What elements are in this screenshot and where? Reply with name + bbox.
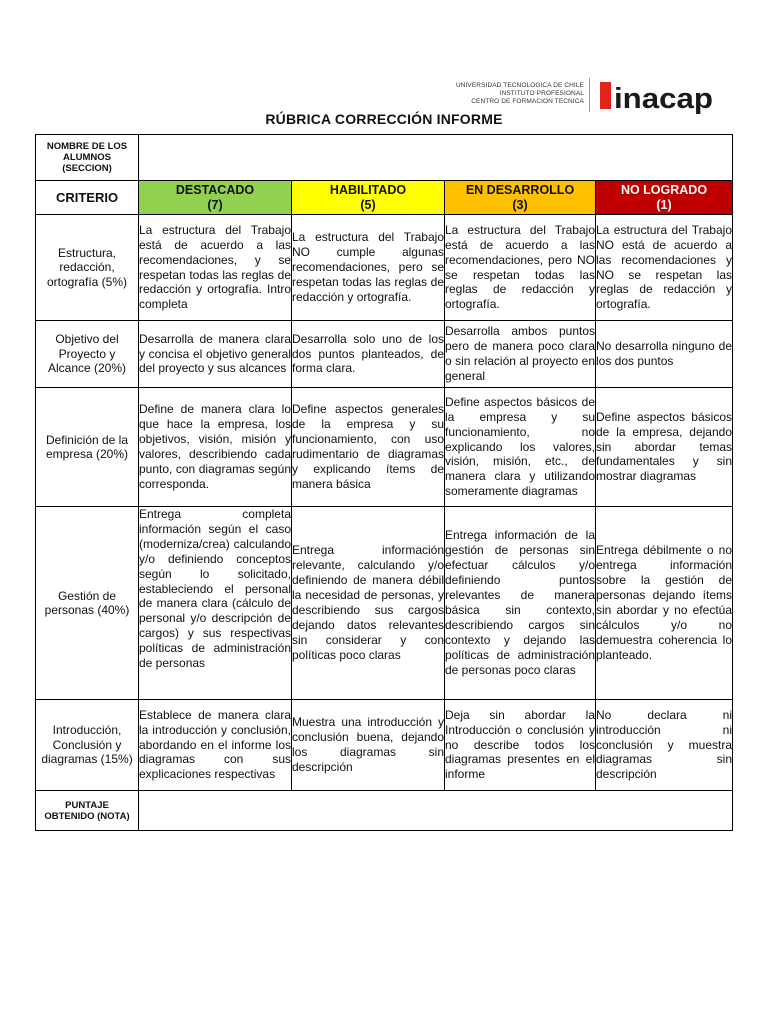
- rubric-cell: La estructura del Trabajo NO cumple algunas recomendaciones, pero se respetan todas las reglas de redacción y ortografía.: [292, 215, 445, 321]
- rubric-cell: Entrega completa información según el caso (moderniza/crea) calculando y/o definiendo conceptos según lo solicitado, estableciendo el personal de manera clara (cálculo de personal y/o descripción de cargos) y sus respectivas políticas de administración de personas: [139, 507, 292, 700]
- criterion-label: Gestión de personas (40%): [36, 507, 139, 700]
- level-header-en-desarrollo: [445, 181, 596, 215]
- institution-line: INSTITUTO PROFESIONAL: [499, 90, 584, 97]
- institution-line: CENTRO DE FORMACION TECNICA: [471, 98, 584, 105]
- student-name-cell[interactable]: [139, 135, 733, 181]
- criterion-row: [36, 215, 733, 321]
- rubric-cell: Define de manera clara lo que hace la empresa, los objetivos, visión, misión y valores, describiendo cada punto, con diagramas según corresponda.: [139, 388, 292, 507]
- rubric-cell: Muestra una introducción y conclusión buena, dejando los diagramas sin descripción: [292, 700, 445, 791]
- level-name: HABILITADO: [329, 182, 407, 197]
- level-name: EN DESARROLLO: [465, 182, 575, 197]
- criterion-label: Estructura, redacción, ortografía (5%): [36, 215, 139, 321]
- rubric-cell: La estructura del Trabajo está de acuerdo a las recomendaciones, pero NO se respetan todas las reglas de redacción y ortografía.: [445, 215, 596, 321]
- rubric-cell: Establece de manera clara la introducción y conclusión, abordando en el informe los diagramas con sus explicaciones respectivas: [139, 700, 292, 791]
- level-name: DESTACADO: [175, 182, 255, 197]
- rubric-cell: Define aspectos básicos de la empresa, dejando sin abordar temas fundamentales y sin mostrar diagramas: [596, 388, 733, 507]
- student-label: NOMBRE DE LOS ALUMNOS (SECCION): [36, 135, 139, 181]
- level-points: (1): [656, 197, 672, 212]
- level-header-no-logrado: [596, 181, 733, 215]
- level-points: (7): [207, 197, 223, 212]
- student-row: [36, 135, 733, 181]
- score-row: [36, 791, 733, 831]
- levels-header-row: [36, 181, 733, 215]
- rubric-cell: Define aspectos básicos de la empresa y su funcionamiento, no explicando los valores, visión, misión, etc., de manera clara y utilizando someramente diagramas: [445, 388, 596, 507]
- score-cell[interactable]: [139, 791, 733, 831]
- rubric-cell: La estructura del Trabajo NO está de acuerdo a las recomendaciones y NO se respetan las reglas de redacción y ortografía.: [596, 215, 733, 321]
- level-points: (3): [512, 197, 528, 212]
- criterion-label: Objetivo del Proyecto y Alcance (20%): [36, 321, 139, 388]
- logo-mark: [600, 82, 611, 109]
- level-points: (5): [360, 197, 376, 212]
- rubric-cell: Deja sin abordar la Introducción o conclusión y no describe todos los diagramas presentes en el informe: [445, 700, 596, 791]
- level-name: NO LOGRADO: [620, 182, 708, 197]
- rubric-cell: No declara ni introducción ni conclusión y muestra diagramas sin descripción: [596, 700, 733, 791]
- level-header-habilitado: [292, 181, 445, 215]
- score-label: PUNTAJE OBTENIDO (NOTA): [36, 791, 139, 831]
- rubric-cell: Entrega débilmente o no entrega información sobre la gestión de personas dejando ítems sin abordar y no efectúa cálculos y/o no demuestra coherencia lo planteado.: [596, 507, 733, 700]
- inacap-logo: [598, 77, 716, 115]
- criterion-label: Definición de la empresa (20%): [36, 388, 139, 507]
- rubric-cell: Desarrolla de manera clara y concisa el objetivo general del proyecto y sus alcances: [139, 321, 292, 388]
- rubric-table: [35, 134, 733, 831]
- criterion-row: [36, 321, 733, 388]
- header-divider: [589, 78, 590, 112]
- criterion-row: [36, 700, 733, 791]
- logo-text: inacap: [614, 83, 713, 115]
- criterion-label: Introducción, Conclusión y diagramas (15%): [36, 700, 139, 791]
- rubric-cell: Define aspectos generales de la empresa y su funcionamiento, con uso rudimentario de diagramas y explicando ítems de manera básica: [292, 388, 445, 507]
- criterio-header: CRITERIO: [36, 181, 139, 215]
- institution-line: UNIVERSIDAD TECNOLOGICA DE CHILE: [455, 82, 584, 89]
- institution-info: [440, 82, 584, 106]
- rubric-cell: Desarrolla ambos puntos pero de manera poco clara o sin relación al proyecto en general: [445, 321, 596, 388]
- rubric-cell: Entrega información de la gestión de personas sin efectuar cálculos y/o definiendo puntos relevantes de manera básica sin contexto, describiendo cargos sin contexto y dejando las políticas de administración de personas poco claras: [445, 507, 596, 700]
- level-header-destacado: [139, 181, 292, 215]
- rubric-cell: La estructura del Trabajo está de acuerdo a las recomendaciones, y se respetan todas las reglas de redacción y ortografía. Intro completa: [139, 215, 292, 321]
- page-title: RÚBRICA CORRECCIÓN INFORME: [265, 111, 503, 127]
- rubric-cell: Desarrolla solo uno de los dos puntos planteados, de forma clara.: [292, 321, 445, 388]
- criterion-row: [36, 388, 733, 507]
- rubric-cell: Entrega información relevante, calculando y/o definiendo de manera débil la necesidad de personas, y describiendo sus cargos dejando datos relevantes sin considerar y con políticas poco claras: [292, 507, 445, 700]
- rubric-cell: No desarrolla ninguno de los dos puntos: [596, 321, 733, 388]
- criterion-row: [36, 507, 733, 700]
